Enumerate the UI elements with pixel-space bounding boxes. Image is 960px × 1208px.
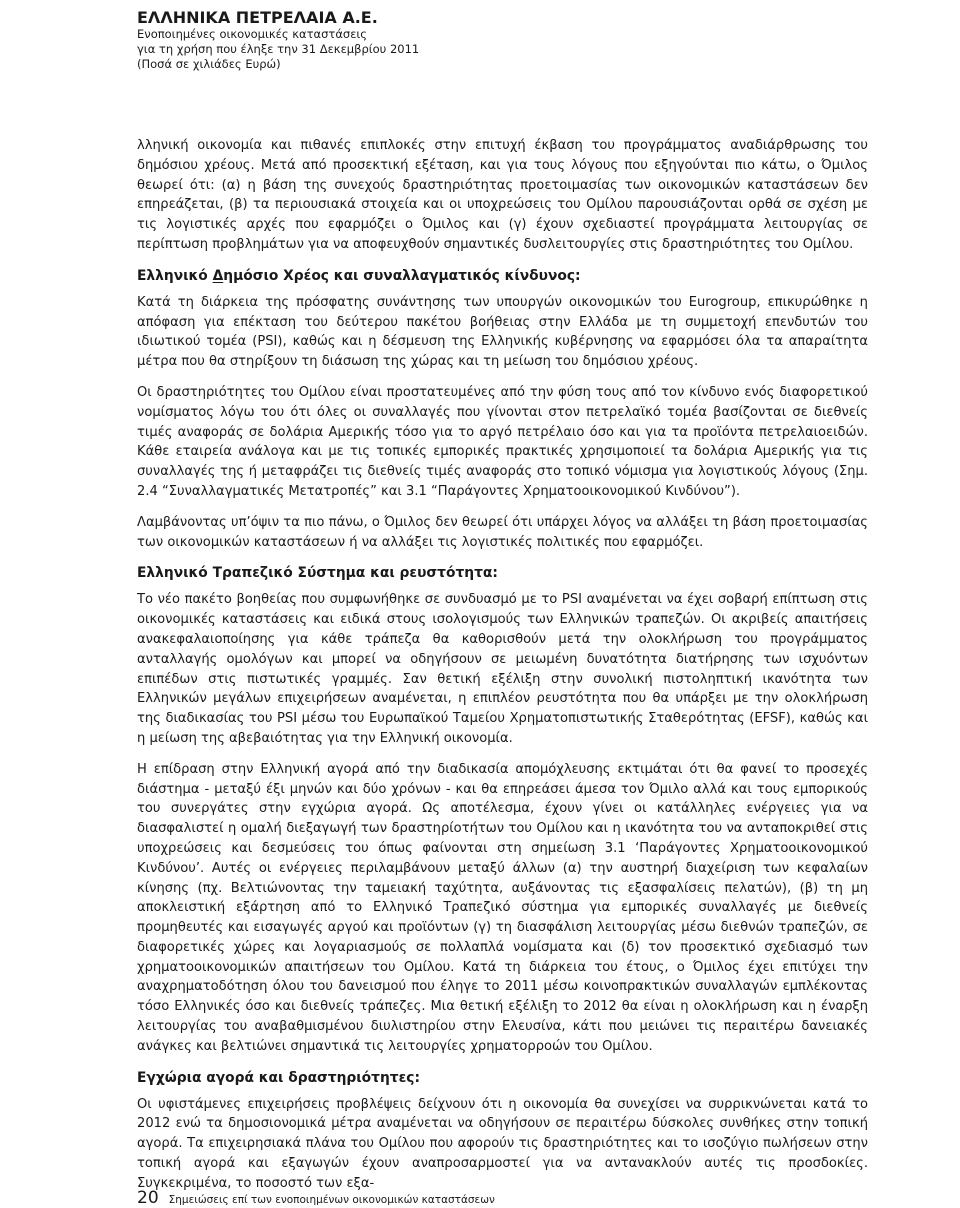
section-heading-public-debt <box>137 266 868 286</box>
header-currency-note: (Ποσά σε χιλιάδες Ευρώ) <box>137 57 281 71</box>
company-name: ΕΛΛΗΝΙΚΑ ΠΕΤΡΕΛΑΙΑ Α.Ε. <box>137 8 378 27</box>
footer-title: Σημειώσεις επί των ενοποιημένων οικονομικών καταστάσεων <box>168 1194 495 1206</box>
heading-part: Ελληνικό <box>137 267 213 284</box>
section-heading-domestic-market: Εγχώρια αγορά και δραστηριότητες: <box>137 1069 420 1086</box>
header-period: για τη χρήση που έληξε την 31 Δεκεμβρίου 2011 <box>137 42 420 56</box>
page-footer <box>137 1188 495 1208</box>
heading-part-underlined: Δ <box>212 267 224 284</box>
main-content <box>137 136 868 1205</box>
page-header <box>137 9 419 72</box>
section-heading-banking-system: Ελληνικό Τραπεζικό Σύστημα και ρευστότητα: <box>137 565 498 582</box>
header-statement-title: Ενοποιημένες οικονομικές καταστάσεις <box>137 27 368 41</box>
intro-paragraph: λληνική οικονομία και πιθανές επιπλοκές στην επιτυχή έκβαση του προγράμματος αναδιάρθρωσης του δημόσιου χρέους. Μετά από προσεκτική εξέταση, και για τους λόγους που εξηγούνται πιο κάτω, ο Όμιλος θεωρεί ότι: (α) η βάση της συνεχούς δραστηριότητας προετοιμασίας των οικονομικών καταστάσεων δεν επηρεάζεται, (β) τα περιουσιακά στοιχεία και οι υποχρεώσεις του Ομίλου παρουσιάζονται ορθά σε σχέση με τις λογιστικές αρχές που εφαρμόζει ο Όμιλος και (γ) έχουν σχεδιαστεί προγράμματα λειτουργίας σε περίπτωση προβλημάτων για να αποφευχθούν σημαντικές δυσλειτουργίες στις δραστηριότητες του Ομίλου. <box>137 138 868 252</box>
paragraph: Οι υφιστάμενες επιχειρήσεις προβλέψεις δείχνουν ότι η οικονομία θα συνεχίσει να συρρικνώνεται κατά το 2012 ενώ τα δημοσιονομικά μέτρα αναμένεται να οδηγήσουν σε περαιτέρω δύσκολες συνθήκες στην τοπική αγορά. Τα επιχειρησιακά πλάνα του Ομίλου που αφορούν τις δραστηριότητες και το ισοζύγιο πωλήσεων στην τοπική αγορά και εξαγωγών έχουν αναπροσαρμοστεί για να αντανακλούν αυτές τις προσδοκίες. Συγκεκριμένα, το ποσοστό των εξα- <box>137 1096 868 1191</box>
paragraph: Η επίδραση στην Ελληνική αγορά από την διαδικασία απομόχλευσης εκτιμάται ότι θα φανεί το προσεχές διάστημα - μεταξύ έξι μηνών και δύο χρόνων - και θα επηρεάσει άμεσα τον Όμιλο αλλά και τους εμπορικούς του συνεργάτες στην εγχώρια αγορά. Ως αποτέλεσμα, έχουν γίνει οι κατάλληλες ενέργειες για να διασφαλιστεί η ομαλή διεξαγωγή των δραστηρίοτήτων του Ομίλου και η ικανότητα του να ανταποκριθεί στις υποχρεώσεις και δεσμεύσεις του όπως φαίνονται στη σημείωση 3.1 ‘Παράγοντες Χρηματοοικονομικού Κινδύνου’. Αυτές οι ενέργειες περιλαμβάνουν μεταξύ άλλων (α) την αυστηρή διαχείριση των κεφαλαίων κίνησης (πχ. Βελτιώνοντας την ταμειακή ταχύτητα, αυξάνοντας τις εξασφαλίσεις πελατών), (β) τη μη αποκλειστική εξάρτηση από το Ελληνικό Τραπεζικό σύστημα για εμπορικές συναλλαγές με διεθνείς προμηθευτές και εισαγωγές αργού και προϊόντων (γ) τη διασφάλιση λειτουργίας μέσω διεθνών τραπεζών, σε διαφορετικές χώρες και λογαριασμούς σε πολλαπλά νομίσματα και (δ) τον προσεκτικό σχεδιασμό των χρηματοοικονομικών απαιτήσεων του Ομίλου. Κατά τη διάρκεια του έτους, ο Όμιλος έχει επιτύχει την αναχρηματοδότηση όλου του δανεισμού που έληγε το 2011 μέσω κοινοπρακτικών συναλλαγών εμπλέκοντας τόσο Ελληνικές όσο και διεθνείς τράπεζες. Μια θετική εξέλιξη το 2012 θα είναι η ολοκλήρωση και η έναρξη λειτουργίας του αναβαθμισμένου διυλιστηρίου στην Ελευσίνα, κάτι που μειώνει τις περαιτέρω δανειακές ανάγκες και βελτιώνει σημαντικά τις λειτουργίες χρηματορροών του Ομίλου. <box>137 761 868 1054</box>
paragraph: Το νέο πακέτο βοηθείας που συμφωνήθηκε σε συνδυασμό με το PSI αναμένεται να έχει σοβαρή επίπτωση στις οικονομικές καταστάσεις και ειδικά στους ισολογισμούς των Ελληνικών τραπεζών. Οι ακριβείς απαιτήσεις ανακεφαλαιοποίησης για κάθε τράπεζα θα καθορισθούν μετά την ολοκλήρωση του προγράμματος ανταλλαγής ομολόγων και μπορεί να οδηγήσουν σε μειωμένη δυνατότητα διατήρησης των ισχυόντων επιπέδων στις πιστωτικές γραμμές. Σαν θετική εξέλιξη στην συνολική πιστοληπτική ικανότητα των Ελληνικών μεγάλων επιχειρήσεων αναμένεται, η επιπλέον ρευστότητα που θα υπάρξει με την ολοκλήρωση της διαδικασίας του PSI μέσω του Ευρωπαϊκού Ταμείου Χρηματοπιστωτικής Σταθερότητας (EFSF), καθώς και η μείωση της αβεβαιότητας για την Ελληνική οικονομία. <box>137 592 868 746</box>
heading-part: ημόσιο Χρέος και συναλλαγματικός κίνδυνος: <box>223 267 581 284</box>
paragraph: Οι δραστηριότητες του Ομίλου είναι προστατευμένες από την φύση τους από τον κίνδυνο ενός διαφορετικού νομίσματος λόγω του ότι όλες οι συναλλαγές που γίνονται στον πετρελαϊκό τομέα βασίζονται σε διεθνείς τιμές αναφοράς σε δολάρια Αμερικής τόσο για το αργό πετρέλαιο όσο και για τα προϊόντα πετρελαιοειδών. Κάθε εταιρεία ανάλογα και με τις τοπικές εμπορικές πρακτικές χρησιμοποιεί τα δολάρια Αμερικής για τις συναλλαγές της ή μεταφράζει τις διεθνείς τιμές αναφοράς στο τοπικό νόμισμα για λογιστικούς λόγους (Σημ. 2.4 “Συναλλαγματικές Μετατροπές” και 3.1 “Παράγοντες Χρηματοοικονομικού Κινδύνου”). <box>137 384 868 499</box>
paragraph: Λαμβάνοντας υπ’όψιν τα πιο πάνω, ο Όμιλος δεν θεωρεί ότι υπάρχει λόγος να αλλάξει τη βάση προετοιμασίας των οικονομικών καταστάσεων ή να αλλάξει τις λογιστικές πολιτικές που εφαρμόζει. <box>137 514 868 550</box>
paragraph: Κατά τη διάρκεια της πρόσφατης συνάντησης των υπουργών οικονομικών του Eurogroup, επικυρώθηκε η απόφαση για επέκταση του δεύτερου πακέτου βοήθειας στην Ελλάδα με τη συμμετοχή επενδυτών του ιδιωτικού τομέα (PSI), καθώς και η δέσμευση της Ελληνικής κυβέρνησης να εφαρμόσει όλα τα απαραίτητα μέτρα που θα στηρίξουν τη διάσωση της χώρας και τη μείωση του δημόσιου χρέους. <box>137 294 868 370</box>
page-number: 20 <box>137 1188 159 1208</box>
